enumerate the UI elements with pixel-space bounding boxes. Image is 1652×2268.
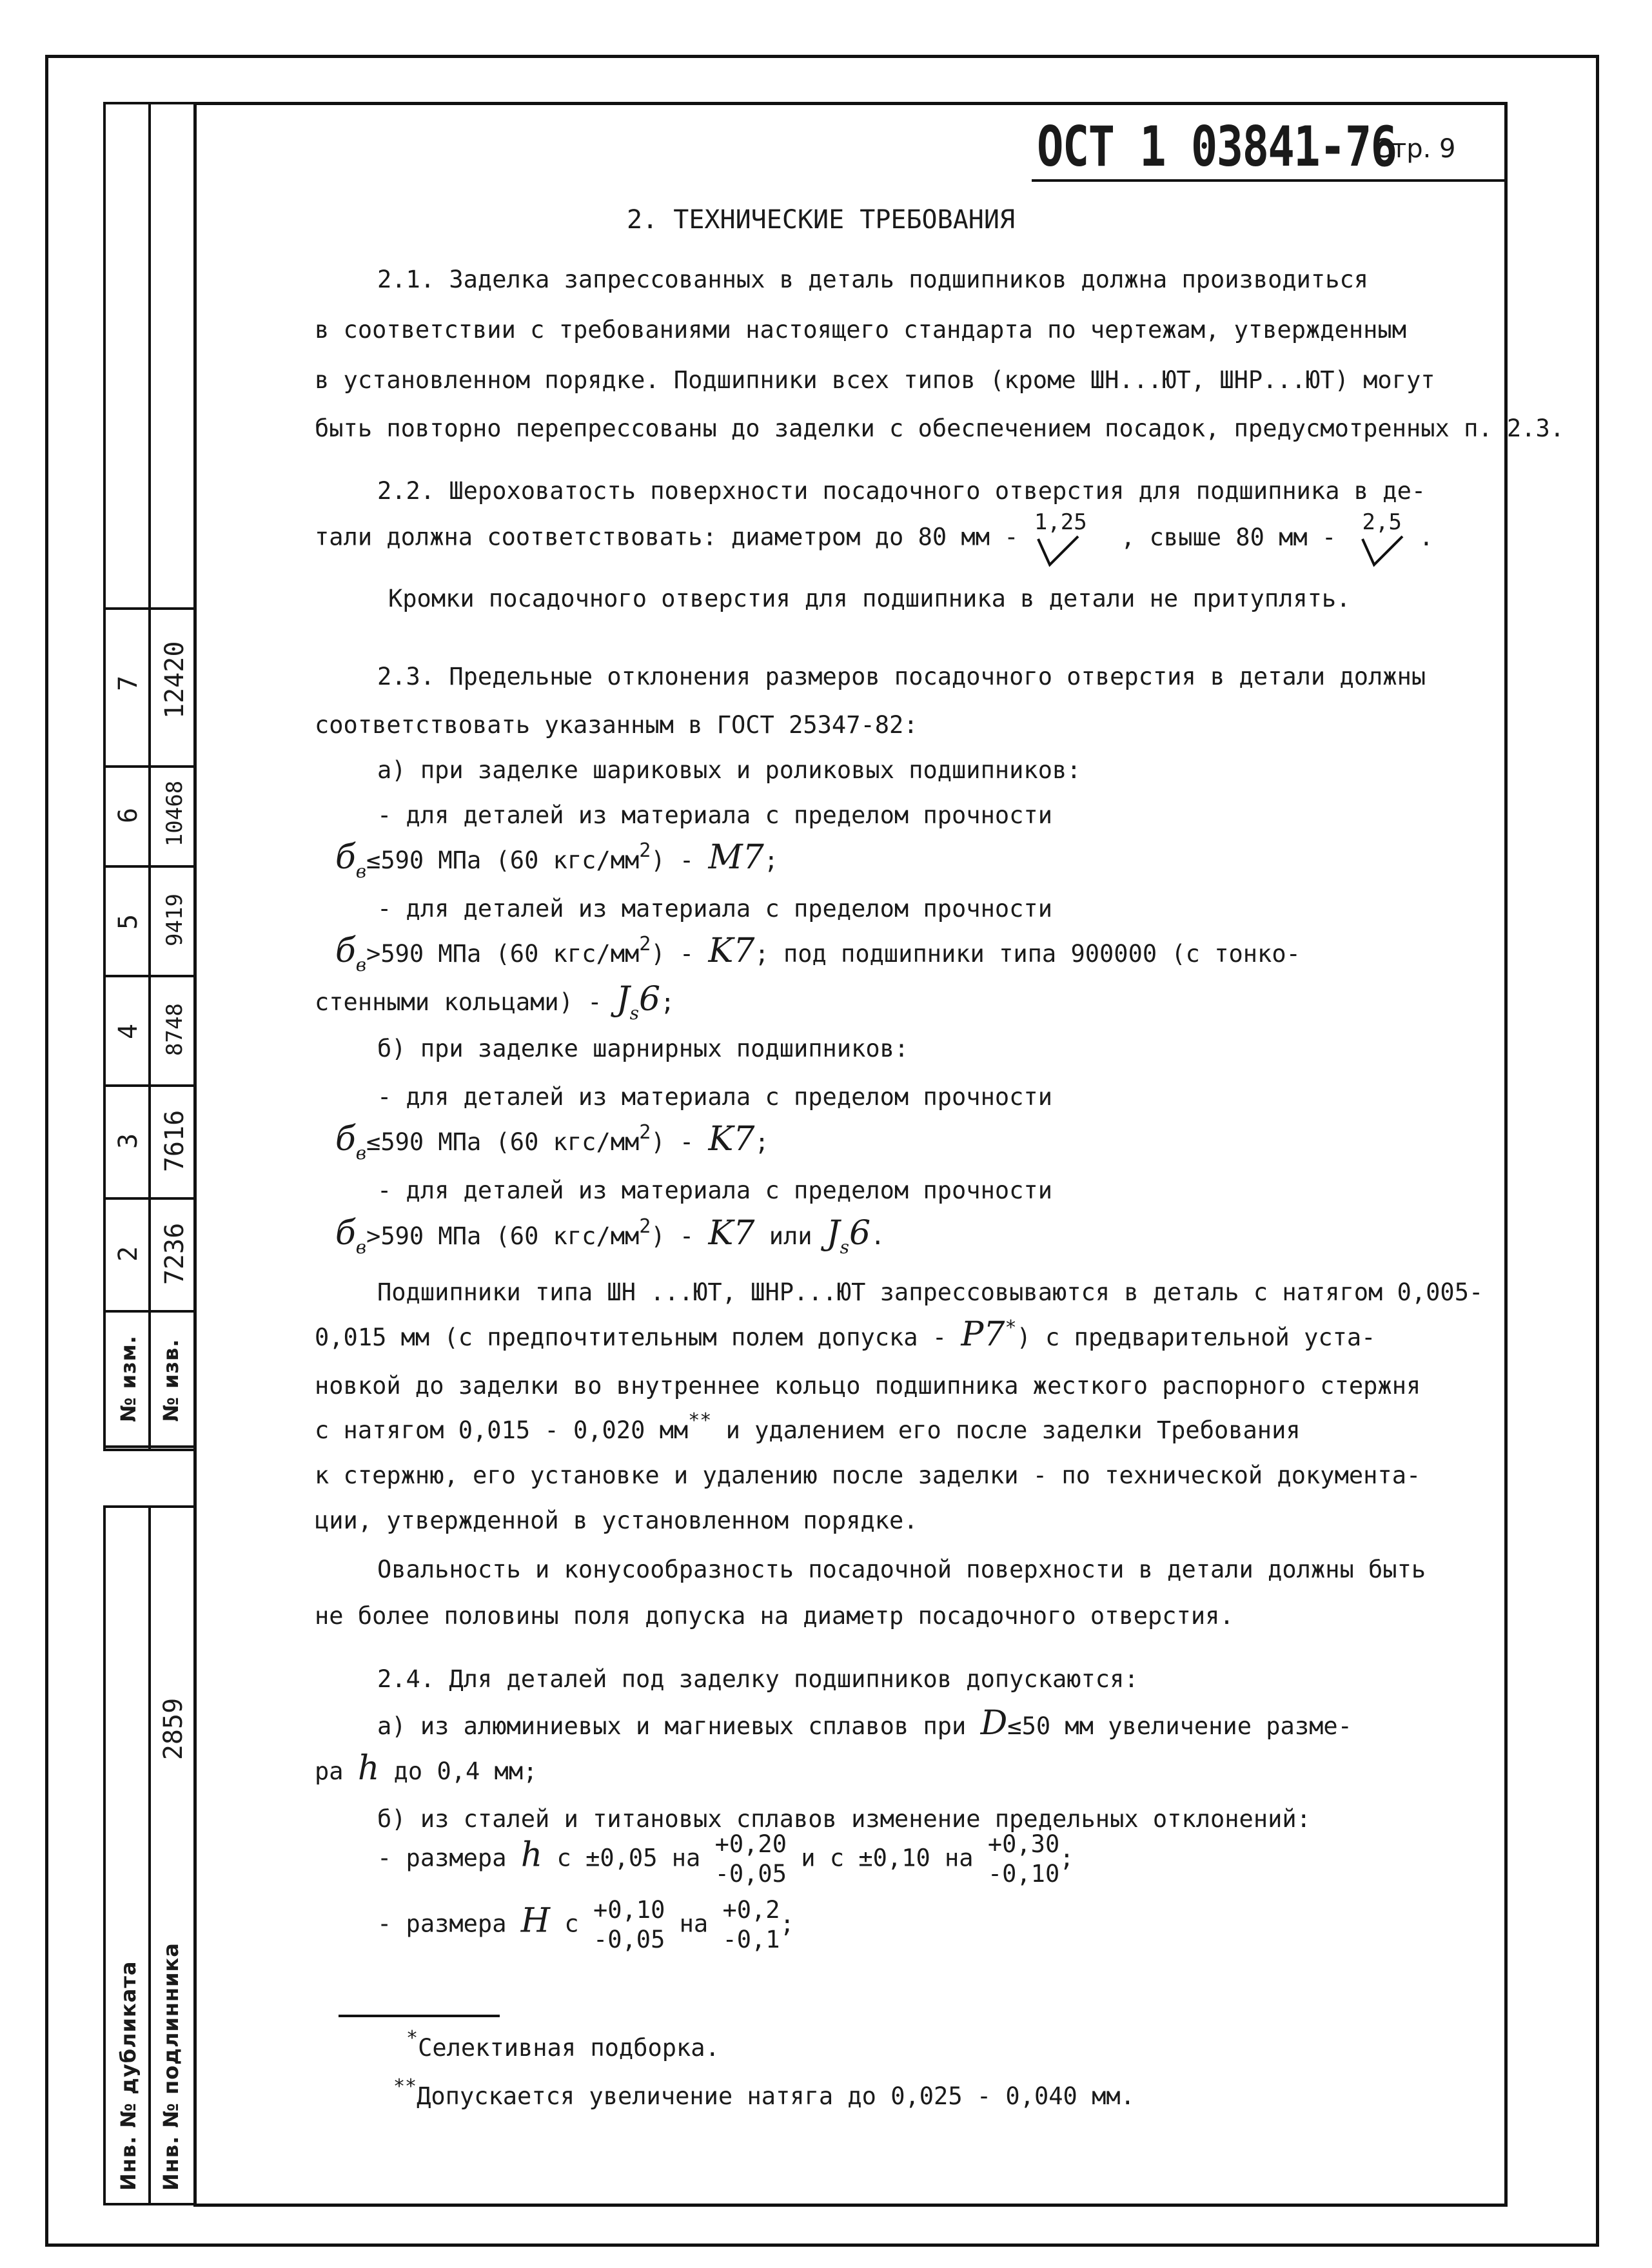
original-inventory-label: Инв. № подлинника bbox=[159, 1942, 183, 2191]
gt590-text: >590 МПа (60 кгс/мм bbox=[366, 940, 640, 968]
h-line-a: - размера bbox=[377, 1844, 507, 1872]
duplicate-inventory-label: Инв. № дубликата bbox=[116, 1960, 141, 2191]
footnote-1 bbox=[406, 2027, 720, 2062]
x4b: и удалением его после заделки Требования bbox=[711, 1416, 1301, 1444]
frac-bottom: -0,05 bbox=[593, 1926, 665, 1953]
sq-sup: 2 bbox=[639, 1215, 651, 1238]
p23-x-line-1: Подшипники типа ШН ...ЮТ, ШНР...ЮТ запрессовываются в деталь с натягом 0,005- bbox=[377, 1278, 1484, 1306]
sigma-symbol: б bbox=[335, 1120, 356, 1158]
footnote-2-text: Допускается увеличение натяга до 0,025 - 0,040 мм. bbox=[417, 2082, 1135, 2110]
close-dash: ) - bbox=[651, 846, 694, 874]
p23-a-material-2: - для деталей из материала с пределом прочности bbox=[377, 895, 1052, 923]
x4a: с натягом 0,015 - 0,020 мм bbox=[315, 1416, 689, 1444]
H-line-b: с bbox=[564, 1910, 579, 1938]
a1a: а) из алюминиевых и магниевых сплавов при bbox=[377, 1712, 967, 1740]
symbol-h: h bbox=[520, 1835, 543, 1875]
sq-sup: 2 bbox=[639, 839, 651, 862]
p23-x-line-3: новкой до заделки во внутреннее кольцо подшипника жесткого распорного стержня bbox=[315, 1372, 1421, 1400]
change-izv-5: 9419 bbox=[162, 894, 188, 946]
H-line-end: ; bbox=[780, 1910, 794, 1938]
p24-a-line-1 bbox=[377, 1704, 1352, 1743]
p22-line-1: 2.2. Шероховатость поверхности посадочного отверстия для подшипника в де- bbox=[377, 477, 1426, 505]
tolerance-J-sub: s bbox=[840, 1237, 850, 1258]
p23-x-line-4 bbox=[315, 1409, 1301, 1444]
p21-line-3: в установленном порядке. Подшипники всех типов (кроме ШН...ЮТ, ШНР...ЮТ) могут bbox=[315, 366, 1435, 394]
sigma-sub: в bbox=[355, 1142, 367, 1164]
p22-line-3: Кромки посадочного отверстия для подшипника в детали не притуплять. bbox=[388, 585, 1351, 612]
p24-h-line bbox=[377, 1830, 1074, 1889]
close-dash: ) - bbox=[651, 1128, 694, 1156]
roughness-check-icon bbox=[1357, 533, 1409, 571]
le590-text: ≤590 МПа (60 кгс/мм bbox=[366, 1128, 640, 1156]
p23-a-material-1: - для деталей из материала с пределом прочности bbox=[377, 801, 1052, 829]
frac-top: +0,30 bbox=[987, 1830, 1060, 1858]
p23-y-line-2: не более половины поля допуска на диаметр посадочного отверстия. bbox=[315, 1602, 1234, 1630]
p21-line-1: 2.1. Заделка запрессованных в деталь подшипников должна производиться bbox=[377, 266, 1369, 293]
tolerance-fraction bbox=[988, 1830, 1059, 1889]
tolerance-fraction bbox=[715, 1830, 787, 1889]
frac-bottom: -0,05 bbox=[714, 1860, 787, 1888]
sigma-sub: в bbox=[355, 954, 367, 975]
x2b: ) с предварительной уста- bbox=[1016, 1324, 1376, 1351]
h-line-b: с ±0,05 на bbox=[556, 1844, 701, 1872]
tolerance-K7: K7 bbox=[708, 1214, 755, 1253]
tolerance-M7: M7 bbox=[708, 838, 764, 877]
tolerance-K7: K7 bbox=[708, 1120, 755, 1158]
p23-y-line-1: Овальность и конусообразность посадочной поверхности в детали должны быть bbox=[377, 1556, 1426, 1583]
frac-top: +0,2 bbox=[722, 1896, 780, 1924]
p23-x-line-6: ции, утвержденной в установленном порядке. bbox=[315, 1507, 918, 1534]
original-inventory-number: 2859 bbox=[159, 1697, 188, 1761]
frac-bottom: -0,10 bbox=[987, 1860, 1060, 1888]
sq-sup: 2 bbox=[639, 933, 651, 955]
frac-top: +0,10 bbox=[593, 1896, 665, 1924]
p23-b: б) при заделке шарнирных подшипников: bbox=[377, 1035, 909, 1062]
p23-b-material-1: - для деталей из материала с пределом прочности bbox=[377, 1083, 1052, 1111]
tolerance-J-6: 6 bbox=[639, 980, 661, 1019]
symbol-D: D bbox=[980, 1704, 1008, 1743]
symbol-H: H bbox=[520, 1901, 551, 1941]
change-izm-7: 7 bbox=[113, 675, 143, 692]
p24-a-line-2 bbox=[315, 1749, 537, 1788]
p23-a-sigma-le bbox=[335, 838, 779, 882]
p22-end: . bbox=[1419, 523, 1434, 551]
change-izm-3: 3 bbox=[113, 1133, 143, 1149]
izv-label: № изв. bbox=[159, 1338, 183, 1422]
close-dash: ) - bbox=[651, 940, 694, 968]
roughness-value-1-25: 1,25 bbox=[1034, 509, 1087, 535]
change-izv-3: 7616 bbox=[160, 1110, 190, 1173]
change-log-strip bbox=[103, 102, 196, 1451]
footnote-2-mark: ** bbox=[393, 2075, 417, 2098]
footnote-1-mark: * bbox=[406, 2027, 418, 2049]
p21-line-2: в соответствии с требованиями настоящего стандарта по чертежам, утвержденным bbox=[315, 316, 1406, 344]
sigma-sub: в bbox=[355, 861, 367, 882]
p24-H-line bbox=[377, 1895, 794, 1955]
semi: ; bbox=[754, 1128, 769, 1156]
roughness-1-25 bbox=[1033, 509, 1087, 567]
semi: ; bbox=[660, 988, 675, 1016]
p23-b-sigma-le bbox=[335, 1120, 769, 1164]
sigma-symbol: б bbox=[335, 932, 356, 970]
a2b: до 0,4 мм; bbox=[393, 1757, 538, 1785]
tolerance-fraction bbox=[722, 1895, 780, 1955]
roughness-check-icon bbox=[1033, 533, 1085, 571]
tolerance-J: J bbox=[826, 1214, 840, 1253]
sigma-sub: в bbox=[355, 1237, 367, 1258]
p22-line-2 bbox=[315, 509, 1433, 567]
change-izv-4: 8748 bbox=[162, 1003, 188, 1056]
footnote-1-text: Селективная подборка. bbox=[418, 2034, 720, 2062]
dstar-mark: ** bbox=[688, 1409, 712, 1432]
x2a: 0,015 мм (с предпочтительным полем допуска - bbox=[315, 1324, 947, 1351]
dot: . bbox=[870, 1222, 885, 1250]
change-izv-7: 12420 bbox=[160, 641, 190, 719]
tolerance-P7: P7 bbox=[961, 1315, 1005, 1354]
p23-x-line-5: к стержню, его установке и удалению после заделки - по технической документа- bbox=[315, 1461, 1421, 1489]
na-text: на bbox=[679, 1910, 709, 1938]
sq-sup: 2 bbox=[639, 1121, 651, 1144]
a2a: ра bbox=[315, 1757, 344, 1785]
p23-b-material-2: - для деталей из материала с пределом прочности bbox=[377, 1177, 1052, 1204]
section-title: 2. ТЕХНИЧЕСКИЕ ТРЕБОВАНИЯ bbox=[627, 205, 1016, 235]
tolerance-J-sub: s bbox=[629, 1002, 640, 1024]
star-mark: * bbox=[1005, 1316, 1017, 1339]
document-code: ОСТ 1 03841-76 bbox=[1037, 115, 1397, 179]
roughness-2-5 bbox=[1351, 509, 1402, 567]
p22-text-a: тали должна соответствовать: диаметром до 80 мм - bbox=[315, 523, 1019, 551]
tolerance-J-6: 6 bbox=[849, 1214, 871, 1253]
p23-line-1: 2.3. Предельные отклонения размеров посадочного отверстия в детали должны bbox=[377, 663, 1426, 690]
header-underline bbox=[1032, 179, 1506, 182]
change-izv-6: 10468 bbox=[162, 780, 188, 847]
sigma-symbol: б bbox=[335, 838, 356, 877]
footnote-2 bbox=[393, 2075, 1135, 2110]
h-line-end: ; bbox=[1059, 1844, 1074, 1872]
a2-tail: ; под подшипники типа 900000 (с тонко- bbox=[754, 940, 1301, 968]
p24-line-1: 2.4. Для деталей под заделку подшипников допускаются: bbox=[377, 1665, 1139, 1693]
a1b: ≤50 мм увеличение разме- bbox=[1007, 1712, 1352, 1740]
h-line-c: и с ±0,10 на bbox=[801, 1844, 974, 1872]
izm-label: № изм. bbox=[116, 1335, 141, 1422]
inventory-strip bbox=[103, 1505, 196, 2205]
page-number: Стр. 9 bbox=[1373, 134, 1456, 164]
symbol-h: h bbox=[357, 1749, 380, 1788]
p22-text-b: , свыше 80 мм - bbox=[1121, 523, 1337, 551]
semi: ; bbox=[763, 846, 779, 874]
tolerance-J: J bbox=[616, 980, 630, 1019]
tolerance-K7: K7 bbox=[708, 932, 755, 970]
p23-a: а) при заделке шариковых и роликовых подшипников: bbox=[377, 756, 1081, 784]
tolerance-fraction bbox=[593, 1895, 665, 1955]
p23-a-sigma-gt bbox=[335, 932, 1301, 975]
sigma-symbol: б bbox=[335, 1214, 356, 1253]
frac-bottom: -0,1 bbox=[722, 1926, 780, 1953]
thin-rings-text: стенными кольцами) - bbox=[315, 988, 602, 1016]
H-line-a: - размера bbox=[377, 1910, 507, 1938]
le590-text: ≤590 МПа (60 кгс/мм bbox=[366, 846, 640, 874]
change-izm-6: 6 bbox=[113, 807, 143, 824]
p24-b: б) из сталей и титановых сплавов изменение предельных отклонений: bbox=[377, 1805, 1311, 1833]
footnote-separator bbox=[339, 2015, 500, 2017]
change-izm-5: 5 bbox=[113, 914, 143, 930]
change-izv-2: 7236 bbox=[160, 1222, 190, 1286]
roughness-value-2-5: 2,5 bbox=[1362, 509, 1402, 535]
p23-x-line-2 bbox=[315, 1315, 1375, 1354]
change-izm-4: 4 bbox=[113, 1023, 143, 1040]
p21-line-4: быть повторно перепрессованы до заделки с обеспечением посадок, предусмотренных п. 2.3. bbox=[315, 415, 1565, 442]
ili-text: или bbox=[769, 1222, 812, 1250]
p23-line-2: соответствовать указанным в ГОСТ 25347-82: bbox=[315, 711, 918, 739]
p23-a-thin-rings bbox=[315, 980, 675, 1024]
frac-top: +0,20 bbox=[714, 1830, 787, 1858]
gt590-text: >590 МПа (60 кгс/мм bbox=[366, 1222, 640, 1250]
change-izm-2: 2 bbox=[113, 1246, 143, 1262]
close-dash: ) - bbox=[651, 1222, 694, 1250]
p23-b-sigma-gt bbox=[335, 1214, 885, 1258]
